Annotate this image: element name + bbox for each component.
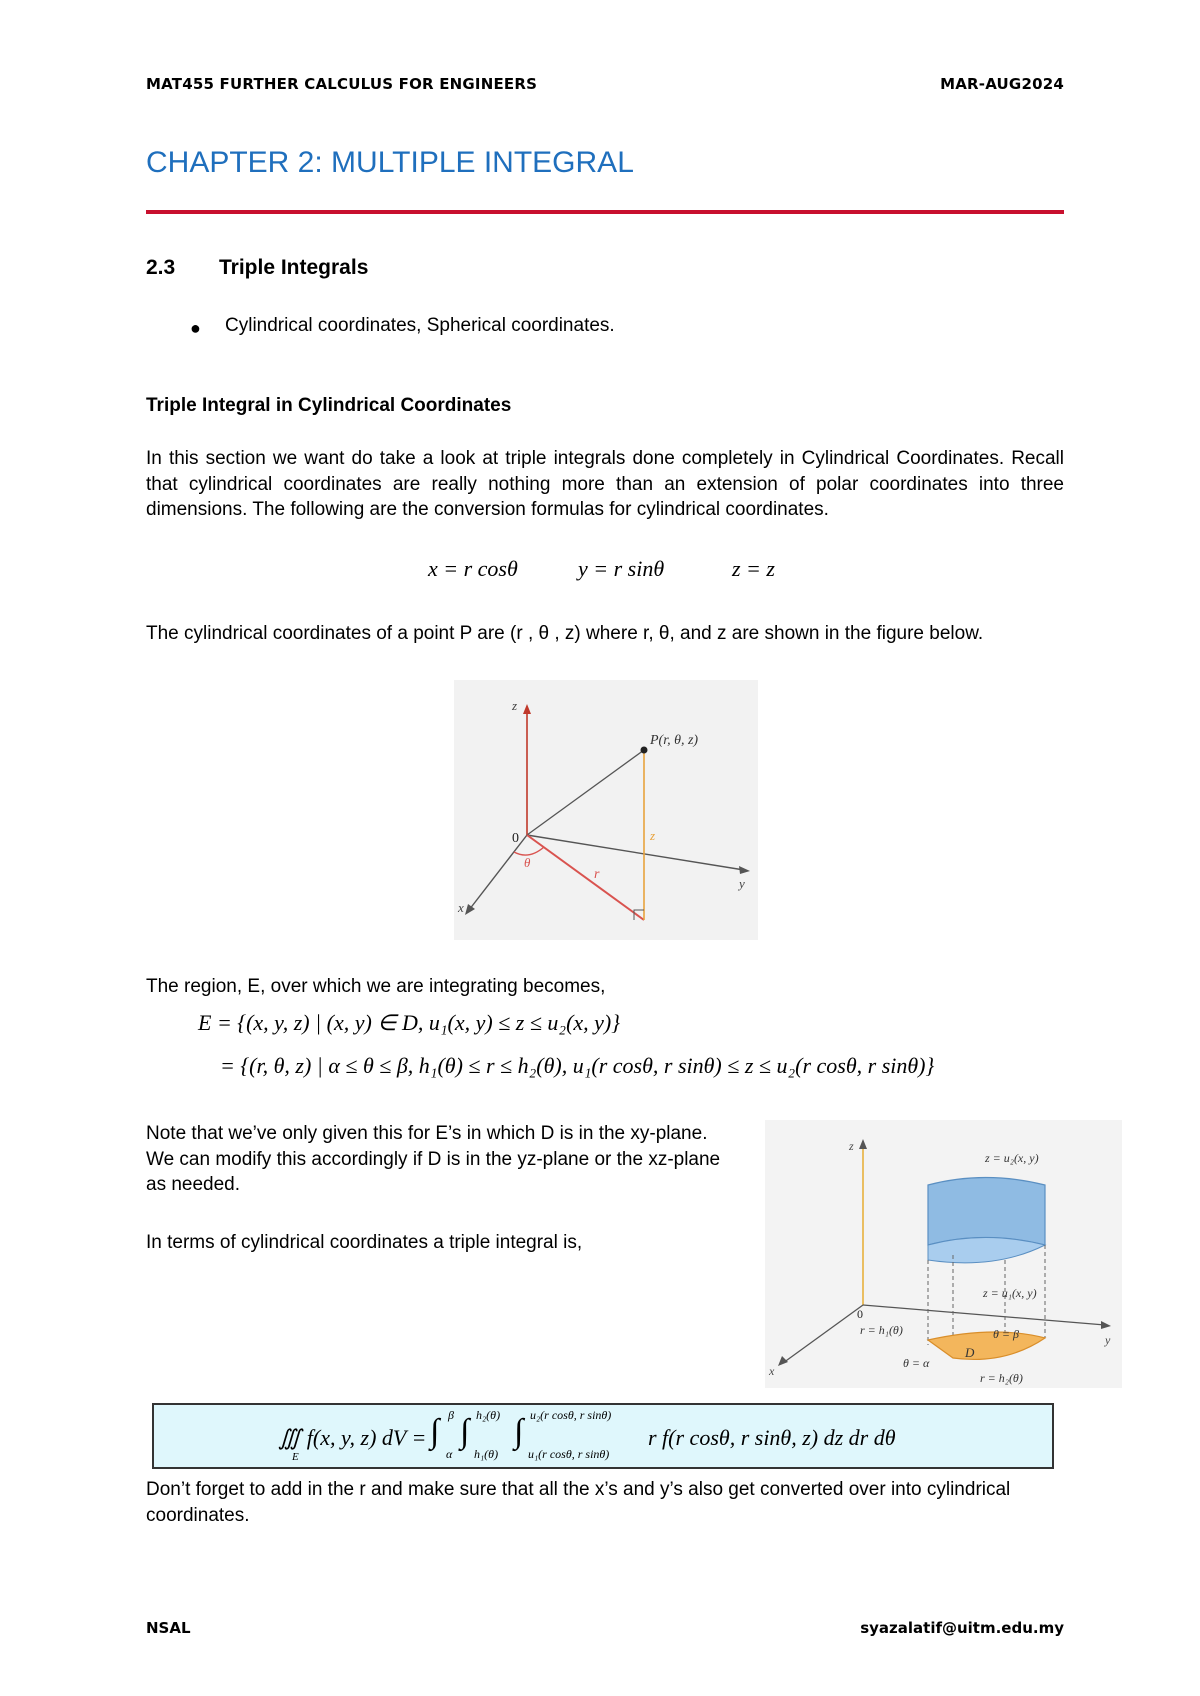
- theta-label: θ: [524, 855, 531, 870]
- point-paragraph: The cylindrical coordinates of a point P are (r , θ , z) where r, θ, and z are shown in the figure below.: [146, 623, 984, 644]
- theta-arc: [514, 847, 544, 855]
- integral-sign-outer: ∫: [430, 1413, 440, 1450]
- x-axis-line: [469, 835, 527, 910]
- middle-upper-limit: h₂(θ): [476, 1408, 501, 1422]
- footer-author: NSAL: [146, 1619, 191, 1637]
- triple-integral-formula-box: [152, 1403, 1054, 1469]
- region-equation-1: E = {(x, y, z) | (x, y) ∈ D, u₁(x, y) ≤ z ≤ u₂(x, y)}: [198, 1010, 621, 1035]
- final-paragraph: Don’t forget to add in the r and make sure that all the x’s and y’s also get converted over into cylindrical coordinates.: [146, 1479, 1011, 1526]
- theta-beta-label: θ = β: [993, 1327, 1019, 1341]
- semester-header: MAR-AUG2024: [940, 75, 1064, 93]
- r-label: r: [594, 867, 600, 882]
- y-axis-label: y: [1105, 1333, 1111, 1347]
- course-header: MAT455 FURTHER CALCULUS FOR ENGINEERS: [146, 75, 538, 93]
- origin-label: 0: [512, 831, 519, 846]
- solid-bottom: [928, 1238, 1045, 1263]
- origin-label: 0: [857, 1307, 863, 1321]
- x-axis-label: x: [458, 900, 464, 915]
- integral-sign-inner: ∫: [514, 1413, 524, 1450]
- point-p: [641, 747, 648, 754]
- y-axis-label: y: [739, 876, 745, 891]
- solid-top: [928, 1178, 1045, 1246]
- y-axis-line: [863, 1305, 1105, 1325]
- z-axis-label: z: [849, 1139, 854, 1153]
- point-p-label: P(r, θ, z): [650, 733, 699, 748]
- inner-lower-limit: u₁(r cosθ, r sinθ): [528, 1447, 610, 1461]
- z-axis-label: z: [512, 698, 518, 713]
- inner-upper-limit: u₂(r cosθ, r sinθ): [530, 1408, 612, 1422]
- outer-curve-label: r = h₂(θ): [980, 1371, 1023, 1385]
- region-equation-2: = {(r, θ, z) | α ≤ θ ≤ β, h₁(θ) ≤ r ≤ h₂(θ), u₁(r cosθ, r sinθ) ≤ z ≤ u₂(r cosθ, r sinθ)}: [220, 1053, 935, 1078]
- x-axis-line: [783, 1305, 863, 1363]
- formula-region-sub: E: [292, 1451, 299, 1463]
- upper-surface-label: z = u₂(x, y): [985, 1151, 1039, 1165]
- inner-curve-label: r = h₁(θ): [860, 1323, 903, 1337]
- section-number: 2.3: [146, 256, 176, 279]
- region-d: [928, 1332, 1045, 1359]
- outer-upper-limit: β: [448, 1408, 454, 1422]
- region-d-label: D: [965, 1345, 975, 1360]
- y-axis-arrow: [1101, 1321, 1111, 1329]
- chapter-title: CHAPTER 2: MULTIPLE INTEGRAL: [146, 146, 634, 179]
- x-axis-arrow: [465, 904, 475, 915]
- cylindrical-coordinates-figure: [454, 680, 758, 940]
- subheading: Triple Integral in Cylindrical Coordinates: [146, 395, 512, 416]
- r-segment: [527, 835, 644, 920]
- intro-paragraph: In this section we want do take a look at triple integrals done completely in Cylindrical Coordinates. Recall that cylindrical coordinates are really nothing more than an extension of polar coordinates into three dimensions. The following are the conversion formulas for cylindrical coordinates.: [146, 448, 1064, 520]
- terms-paragraph: In terms of cylindrical coordinates a triple integral is,: [146, 1232, 583, 1253]
- y-axis-line: [527, 835, 744, 870]
- x-axis-label: x: [769, 1364, 775, 1378]
- outer-lower-limit: α: [446, 1447, 453, 1461]
- formula-integrand: r f(r cosθ, r sinθ, z) dz dr dθ: [648, 1425, 896, 1450]
- title-divider: [146, 210, 1064, 214]
- middle-lower-limit: h₁(θ): [474, 1447, 499, 1461]
- formula-y: y = r sinθ: [578, 556, 665, 581]
- y-axis-arrow: [739, 866, 750, 874]
- solid-region-figure: [765, 1120, 1122, 1388]
- x-axis-arrow: [778, 1356, 788, 1366]
- ray-op: [527, 750, 644, 835]
- footer-email: syazalatif@uitm.edu.my: [860, 1619, 1064, 1637]
- z-axis-arrow: [859, 1139, 867, 1149]
- bullet-icon: ●: [190, 318, 201, 338]
- region-intro: The region, E, over which we are integrating becomes,: [146, 976, 606, 997]
- note-paragraph: Note that we’ve only given this for E’s in which D is in the xy-plane. We can modify this accordingly if D is in the yz-plane or the xz-plane as needed.: [146, 1123, 721, 1195]
- lower-surface-label: z = u₁(x, y): [983, 1286, 1037, 1300]
- formula-z: z = z: [732, 556, 775, 581]
- formula-x: x = r cosθ: [428, 556, 518, 581]
- integral-sign-middle: ∫: [460, 1413, 470, 1450]
- theta-alpha-label: θ = α: [903, 1356, 930, 1370]
- formula-lhs: ∭ f(x, y, z) dV =: [278, 1425, 427, 1450]
- z-height-label: z: [650, 828, 656, 843]
- section-title: Triple Integrals: [219, 256, 369, 279]
- bullet-item: Cylindrical coordinates, Spherical coordinates.: [225, 315, 615, 336]
- z-axis-arrow: [523, 704, 531, 714]
